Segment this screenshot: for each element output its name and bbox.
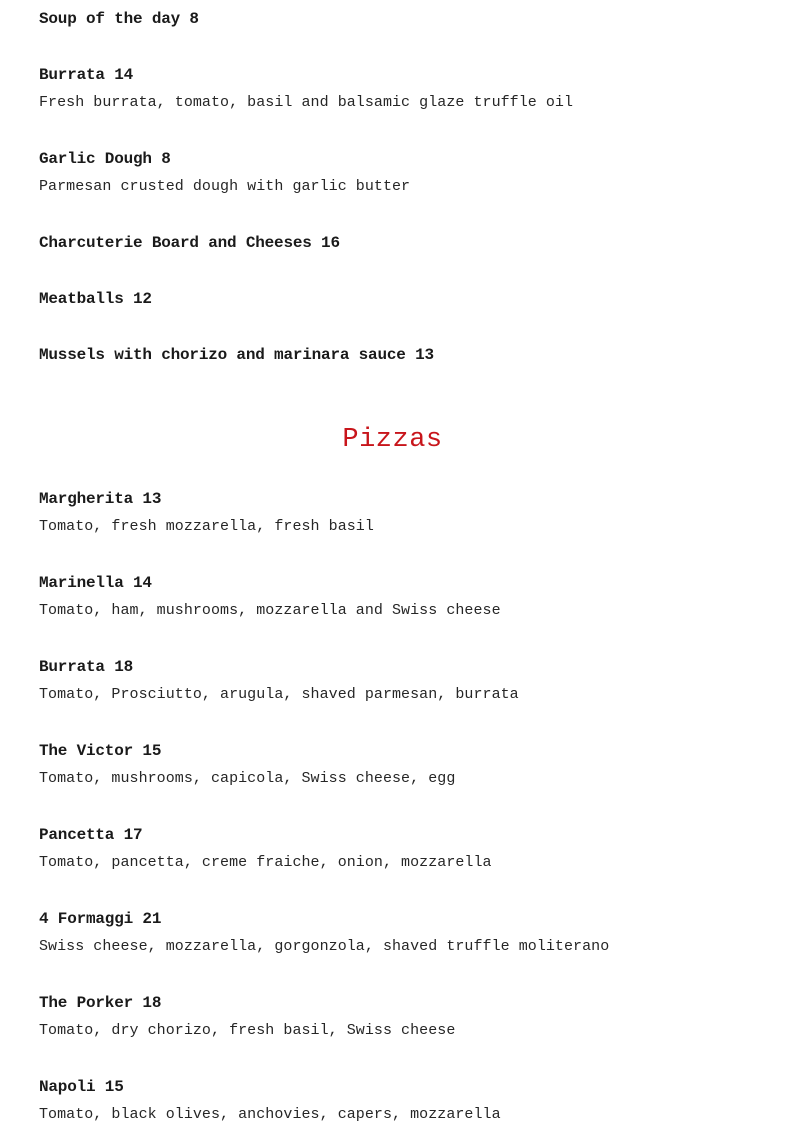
menu-item-description: Tomato, fresh mozzarella, fresh basil [39, 518, 374, 535]
menu-item-description: Tomato, dry chorizo, fresh basil, Swiss cheese [39, 1022, 456, 1039]
menu-item-title: Marinella 14 [39, 574, 152, 592]
menu-item-description: Fresh burrata, tomato, basil and balsamic glaze truffle oil [39, 94, 574, 111]
menu-item-pancetta [39, 825, 759, 873]
menu-item-the-victor [39, 741, 759, 789]
menu-item-marinella [39, 573, 759, 621]
menu-item-description: Tomato, ham, mushrooms, mozzarella and Swiss cheese [39, 602, 501, 619]
menu-item-title: Pancetta 17 [39, 826, 143, 844]
menu-item-title: Burrata 14 [39, 66, 134, 84]
menu-item-title: Margherita 13 [39, 490, 162, 508]
menu-item-title: The Porker 18 [39, 994, 162, 1012]
menu-item-description: Tomato, pancetta, creme fraiche, onion, mozzarella [39, 854, 492, 871]
menu-item-burrata-starter [39, 65, 759, 113]
menu-item-meatballs [39, 289, 759, 309]
menu-item-napoli [39, 1077, 759, 1125]
menu-item-title: The Victor 15 [39, 742, 162, 760]
menu-item-description: Parmesan crusted dough with garlic butter [39, 178, 411, 195]
menu-item-description: Tomato, Prosciutto, arugula, shaved parmesan, burrata [39, 686, 519, 703]
menu-item-title: Soup of the day 8 [39, 10, 199, 28]
menu-item-title: Charcuterie Board and Cheeses 16 [39, 234, 340, 252]
menu-item-title: Burrata 18 [39, 658, 134, 676]
menu-item-title: 4 Formaggi 21 [39, 910, 162, 928]
menu-item-soup-of-the-day [39, 9, 759, 29]
menu-item-4-formaggi [39, 909, 759, 957]
menu-item-the-porker [39, 993, 759, 1041]
menu-item-garlic-dough [39, 149, 759, 197]
menu-item-description: Swiss cheese, mozzarella, gorgonzola, shaved truffle moliterano [39, 938, 610, 955]
menu-item-description: Tomato, mushrooms, capicola, Swiss cheese, egg [39, 770, 456, 787]
menu-item-margherita [39, 489, 759, 537]
menu-item-title: Garlic Dough 8 [39, 150, 171, 168]
section-heading-pizzas: Pizzas [342, 425, 443, 455]
menu-item-burrata-pizza [39, 657, 759, 705]
menu-item-description: Tomato, black olives, anchovies, capers, mozzarella [39, 1106, 501, 1123]
menu-item-charcuterie-board [39, 233, 759, 253]
menu-item-title: Napoli 15 [39, 1078, 124, 1096]
menu-item-title: Mussels with chorizo and marinara sauce 13 [39, 346, 434, 364]
menu-item-mussels [39, 345, 759, 365]
menu-item-title: Meatballs 12 [39, 290, 152, 308]
